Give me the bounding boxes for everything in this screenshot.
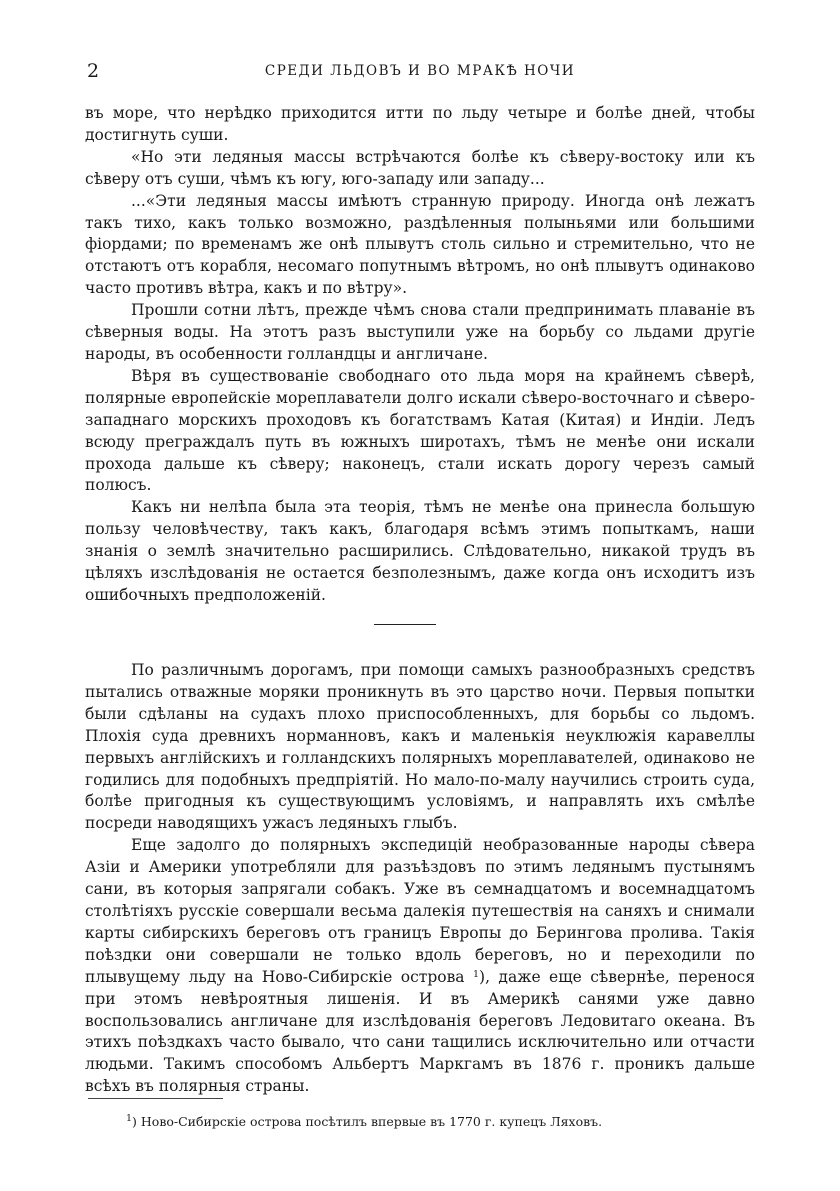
paragraph-with-footnote (85, 835, 755, 1098)
footnote-rule (88, 1098, 223, 1099)
page-header (85, 60, 755, 84)
paragraph: въ море, что нерѣдко приходится итти по льду четыре и болѣе дней, чтобы достигнуть суши. (85, 104, 755, 144)
section-1 (85, 103, 755, 607)
paragraph: «Но эти ледяныя массы встрѣчаются болѣе къ сѣверу-востоку или къ сѣверу отъ суши, чѣмъ къ югу, юго-западу или западу... (85, 147, 755, 188)
footnote-marker: 1 (126, 1113, 133, 1124)
section-separator (374, 624, 436, 625)
paragraph-text: Еще задолго до полярныхъ экспедицій необразованные народы сѣвера Азіи и Америки употребляли для разъѣздовъ по этимъ ледянымъ пустынямъ сани, въ которыя запрягали собакъ. Уже въ семнадцатомъ и восемнадцатомъ столѣтіяхъ русскіе совершали весьма далекія путешествія на саняхъ и снимали карты сибирскихъ береговъ отъ границъ Европы до Берингова пролива. Такія поѣздки они совершали не только вдоль береговъ, но и переходили по плывущему льду на Ново-Сибирскіе острова (85, 836, 755, 986)
page-number: 2 (87, 60, 100, 82)
footnote (126, 1114, 746, 1130)
paragraph: По различнымъ дорогамъ, при помощи самыхъ разнообразныхъ средствъ пытались отважные моряки проникнуть въ это царство ночи. Первыя попытки были сдѣланы на судахъ плохо приспособленныхъ, для борьбы со льдомъ. Плохія суда древнихъ норманновъ, какъ и маленькія неуклюжія каравеллы первыхъ англійскихъ и голландскихъ полярныхъ мореплавателей, одинаково не годились для подобныхъ предпріятій. Но мало-по-малу научились строить суда, болѣе пригодныя къ существующимъ условіямъ, и направлять ихъ смѣлѣе посреди наводящихъ ужасъ ледяныхъ глыбъ. (85, 661, 755, 833)
footnote-reference: 1 (472, 968, 480, 980)
running-title: СРЕДИ ЛЬДОВЪ И ВО МРАКѢ НОЧИ (264, 63, 576, 79)
paragraph: ...«Эти ледяныя массы имѣютъ странную природу. Иногда онѣ лежатъ такъ тихо, какъ только возможно, раздѣленныя полыньями или большими фіордами; по временамъ же онѣ плывутъ столь сильно и стремительно, что не отстаютъ отъ корабля, несомаго попутнымъ вѣтромъ, но онѣ плывутъ одинаково часто противъ вѣтра, какъ и по вѣтру». (85, 191, 755, 298)
section-2 (85, 660, 755, 1098)
paragraph-text: ), даже еще сѣвернѣе, перенося при этомъ невѣроятныя лишенія. И въ Америкѣ санями уже давно воспользовались англичане для изслѣдованія береговъ Ледовитаго океана. Въ этихъ поѣздкахъ часто бывало, что сани тащились исключительно или отчасти людьми. Такимъ способомъ Альбертъ Маркгамъ въ 1876 г. проникъ дальше всѣхъ въ полярныя страны. (85, 967, 755, 1096)
paragraph: Вѣря въ существованіе свободнаго ото льда моря на крайнемъ сѣверѣ, полярные европейскіе мореплаватели долго искали сѣверо-восточнаго и сѣверо-западнаго морскихъ проходовъ къ богатствамъ Катая (Китая) и Индіи. Ледъ всюду преграждалъ путь въ южныхъ широтахъ, тѣмъ не менѣе они искали прохода дальше къ сѣверу; наконецъ, стали искать дорогу черезъ самый полюсъ. (85, 366, 755, 495)
paragraph: Прошли сотни лѣтъ, прежде чѣмъ снова стали предпринимать плаваніе въ сѣверныя воды. На этотъ разъ выступили уже на борьбу со льдами другіе народы, въ особенности голландцы и англичане. (85, 301, 755, 363)
footnote-text: ) Ново-Сибирскіе острова посѣтилъ впервые въ 1770 г. купецъ Ляховъ. (132, 1114, 603, 1129)
paragraph: Какъ ни нелѣпа была эта теорія, тѣмъ не менѣе она принесла большую пользу человѣчеству, такъ какъ, благодаря всѣмъ этимъ попыткамъ, наши знанія о землѣ значительно расширились. Слѣдовательно, никакой трудъ въ цѣляхъ изслѣдованія не остается безполезнымъ, даже когда онъ исходитъ изъ ошибочныхъ предположеній. (85, 498, 755, 604)
